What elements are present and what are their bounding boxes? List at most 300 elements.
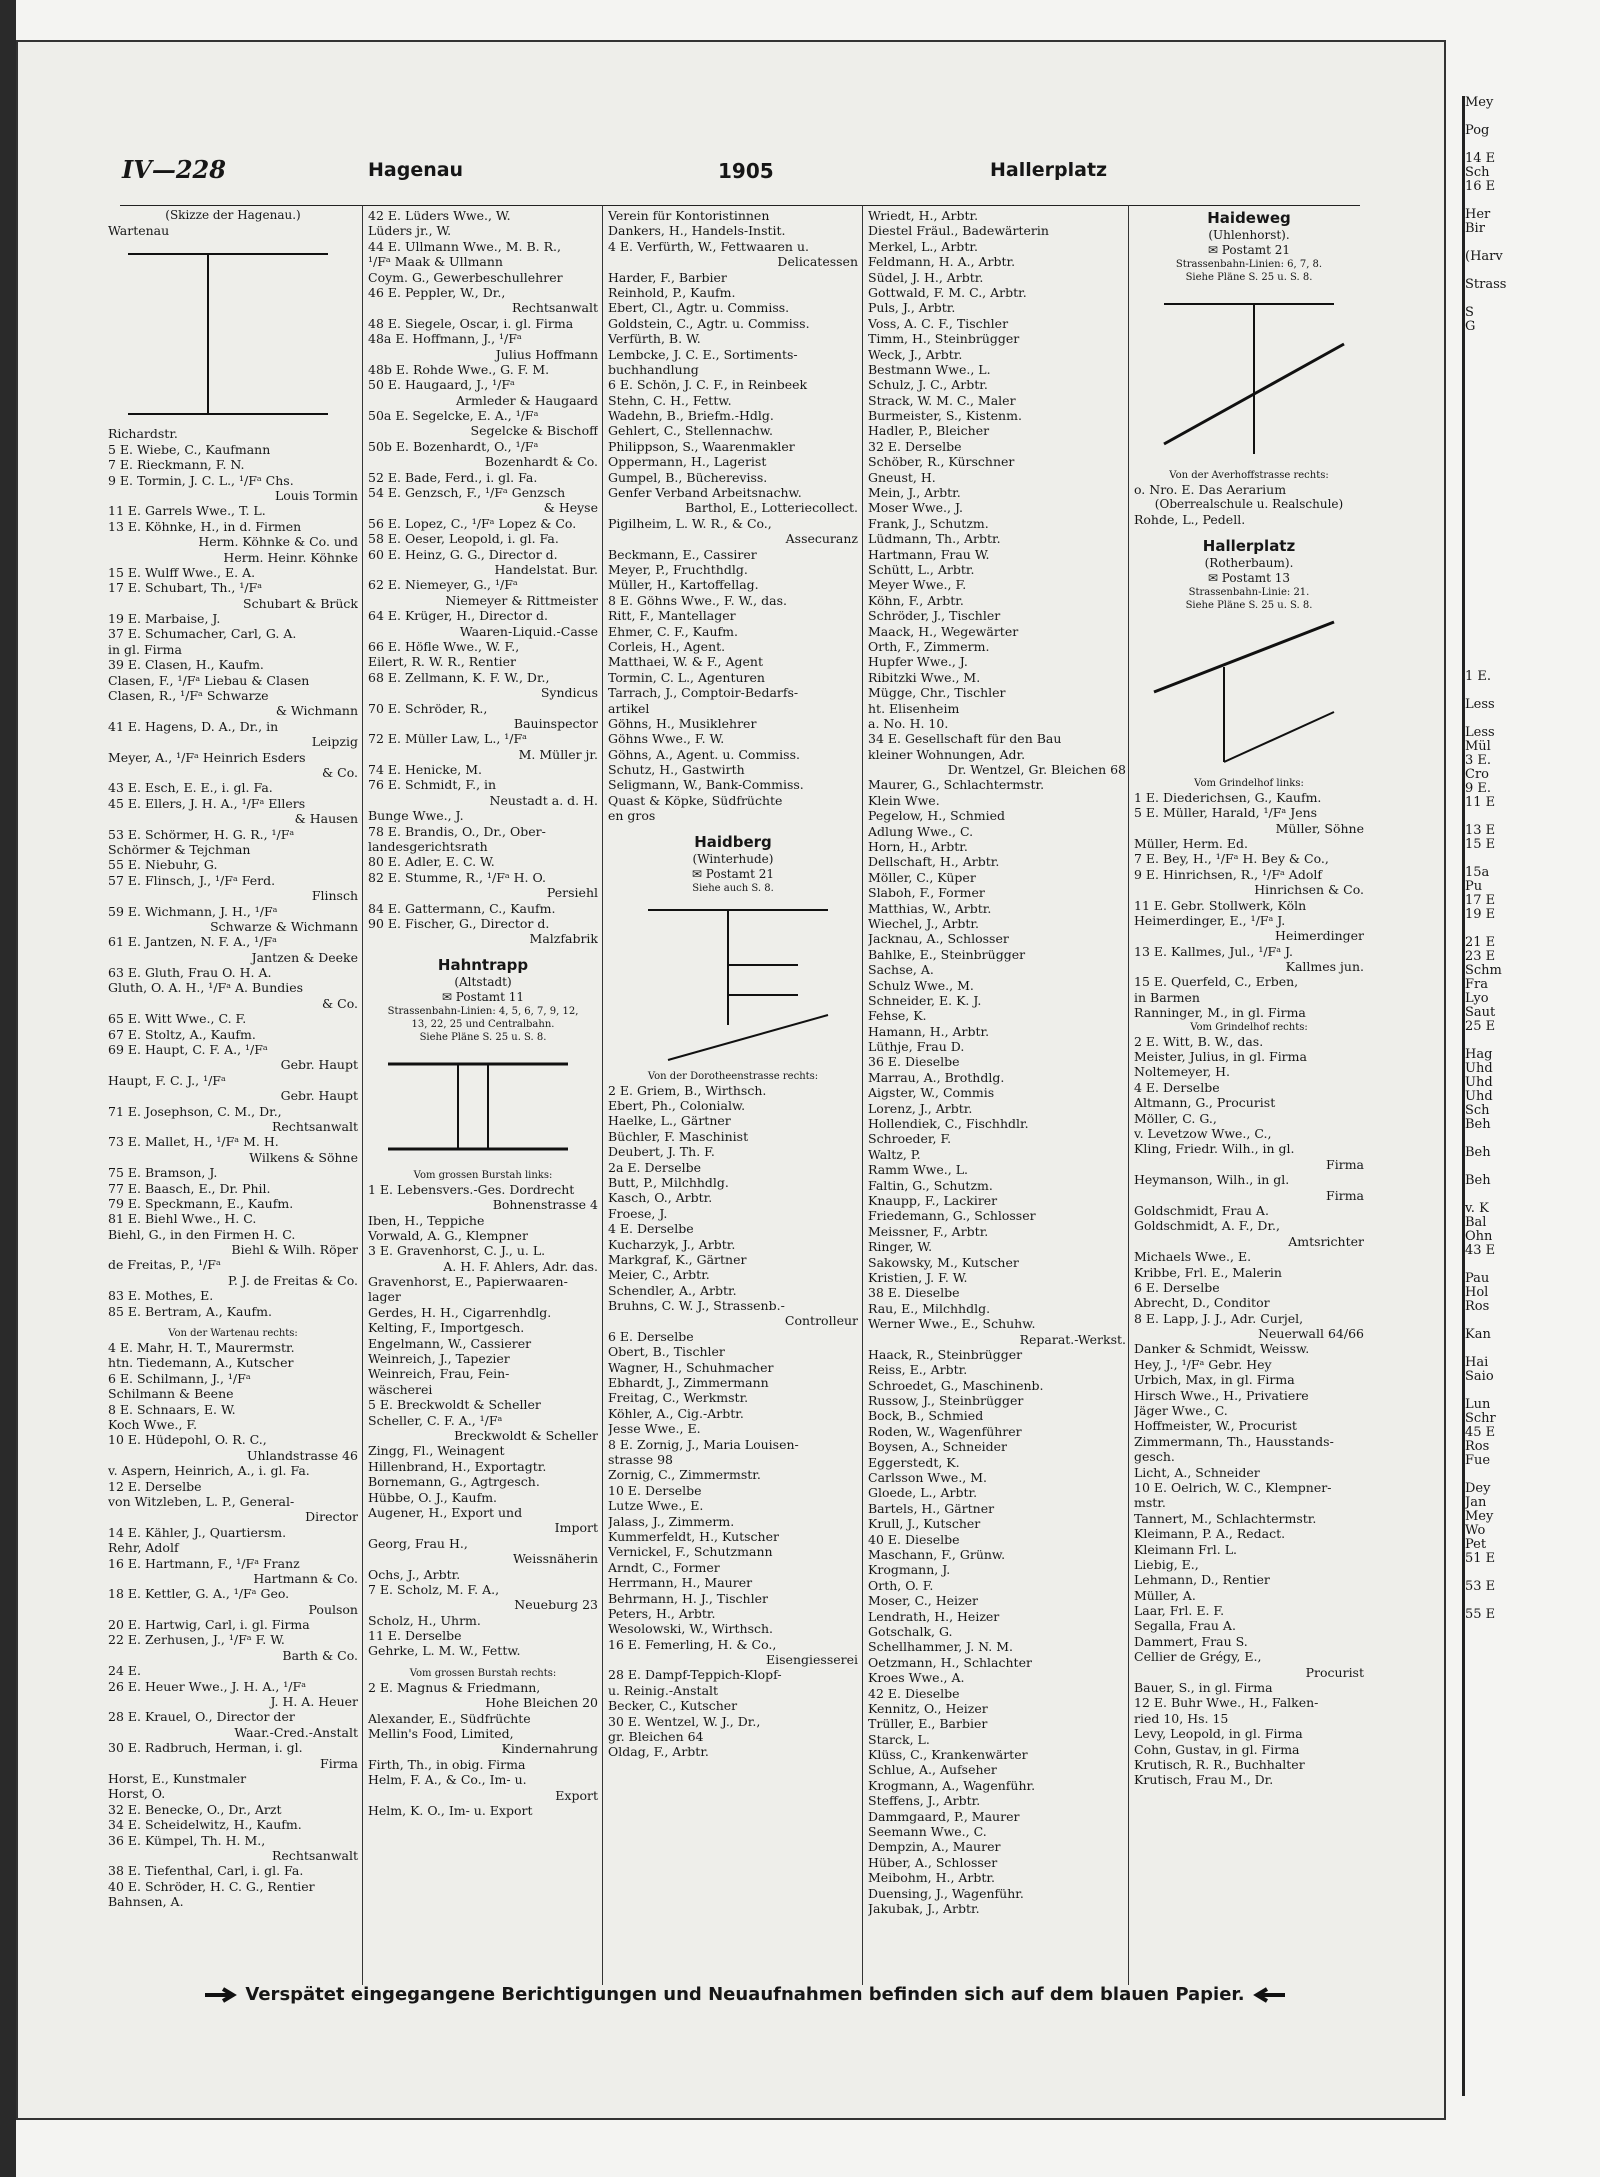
adjacent-page-fragment: Mey bbox=[1465, 96, 1494, 110]
directory-entry: Wadehn, B., Briefm.-Hdlg. bbox=[608, 408, 774, 424]
directory-entry: & Wichmann bbox=[275, 703, 358, 719]
directory-entry: Timm, H., Steinbrügger bbox=[868, 331, 1020, 347]
directory-entry: Schörmer & Tejchman bbox=[108, 841, 251, 857]
directory-entry: 61 E. Jantzen, N. F. A., ¹/Fᵃ bbox=[108, 934, 277, 950]
directory-entry: Müller, A. bbox=[1134, 1587, 1196, 1603]
adjacent-page-fragment: 17 E bbox=[1465, 893, 1496, 908]
column-5 bbox=[1134, 208, 1364, 1788]
directory-entry: Licht, A., Schneider bbox=[1134, 1464, 1260, 1480]
spacer bbox=[608, 824, 858, 832]
note-line: Vom Grindelhof links: bbox=[1194, 777, 1304, 789]
adjacent-page-fragment bbox=[1465, 348, 1600, 362]
adjacent-page-fragment: 45 E bbox=[1465, 1425, 1496, 1440]
adjacent-page-fragment: (Harv bbox=[1465, 249, 1503, 264]
directory-entry: 2 E. Griem, B., Wirthsch. bbox=[608, 1082, 767, 1098]
directory-entry: Flinsch bbox=[311, 888, 358, 904]
directory-entry: Schilmann & Beene bbox=[108, 1386, 234, 1402]
adjacent-page-fragment bbox=[1465, 1132, 1600, 1146]
directory-entry: Bauinspector bbox=[513, 715, 598, 731]
adjacent-page-fragment: Bir bbox=[1465, 221, 1485, 236]
directory-entry: 45 E. Ellers, J. H. A., ¹/Fᵃ Ellers bbox=[108, 795, 306, 811]
directory-entry: Müller, H., Kartoffellag. bbox=[608, 577, 759, 593]
directory-entry: Coym. G., Gewerbeschullehrer bbox=[368, 269, 563, 285]
directory-entry: Handelstat. Bur. bbox=[494, 561, 598, 577]
adjacent-page-fragment bbox=[1465, 334, 1600, 348]
directory-entry: Wesolowski, W., Wirthsch. bbox=[608, 1621, 774, 1637]
directory-entry: Kribbe, Frl. E., Malerin bbox=[1134, 1264, 1282, 1280]
directory-entry: Obert, B., Tischler bbox=[608, 1344, 725, 1360]
directory-entry: Reiss, E., Arbtr. bbox=[868, 1362, 968, 1378]
directory-entry: 68 E. Zellmann, K. F. W., Dr., bbox=[368, 669, 550, 685]
directory-entry: Tannert, M., Schlachtermstr. bbox=[1134, 1510, 1317, 1526]
directory-entry: 62 E. Niemeyer, G., ¹/Fᵃ bbox=[368, 577, 518, 593]
note-line: Siehe Pläne S. 25 u. S. 8. bbox=[419, 1031, 547, 1043]
directory-entry: v. Levetzow Wwe., C., bbox=[1134, 1125, 1272, 1141]
directory-entry: Wagner, H., Schuhmacher bbox=[608, 1359, 774, 1375]
directory-entry: & Co. bbox=[322, 995, 358, 1011]
adjacent-page-fragment bbox=[1465, 1594, 1600, 1608]
directory-entry: Harder, F., Barbier bbox=[608, 269, 727, 285]
directory-entry: Quast & Köpke, Südfrüchte bbox=[608, 792, 783, 808]
directory-entry: 22 E. Zerhusen, J., ¹/Fᵃ F. W. bbox=[108, 1632, 285, 1648]
directory-entry: Schroedet, G., Maschinenb. bbox=[868, 1377, 1044, 1393]
directory-entry: Kelting, F., Importgesch. bbox=[368, 1320, 525, 1336]
spacer bbox=[1134, 528, 1364, 536]
directory-entry: Diestel Fräul., Badewärterin bbox=[868, 223, 1049, 239]
directory-entry: Eggerstedt, K. bbox=[868, 1454, 960, 1470]
street-sketch bbox=[1134, 284, 1364, 469]
directory-entry: 13 E. Köhnke, H., in d. Firmen bbox=[108, 518, 302, 534]
directory-entry: Clasen, R., ¹/Fᵃ Schwarze bbox=[108, 688, 269, 704]
directory-entry: gr. Bleichen 64 bbox=[608, 1729, 704, 1745]
adjacent-page-fragment: Hag bbox=[1465, 1047, 1493, 1062]
directory-entry: Schellhammer, J. N. M. bbox=[868, 1639, 1014, 1655]
directory-entry: htn. Tiedemann, A., Kutscher bbox=[108, 1355, 294, 1371]
spacer bbox=[368, 947, 598, 955]
directory-entry: Lorenz, J., Arbtr. bbox=[868, 1100, 973, 1116]
directory-entry: Oppermann, H., Lagerist bbox=[608, 454, 767, 470]
directory-entry: 10 E. Derselbe bbox=[608, 1482, 702, 1498]
directory-entry: Schwarze & Wichmann bbox=[210, 918, 358, 934]
directory-entry: Orth, F., Zimmerm. bbox=[868, 638, 990, 654]
directory-entry: 16 E. Femerling, H. & Co., bbox=[608, 1636, 777, 1652]
column-divider bbox=[1128, 205, 1129, 1985]
directory-entry: Neustadt a. d. H. bbox=[489, 792, 598, 808]
directory-entry: Bruhns, C. W. J., Strassenb.- bbox=[608, 1298, 785, 1314]
directory-entry: 6 E. Schön, J. C. F., in Reinbeek bbox=[608, 377, 808, 393]
directory-entry: 19 E. Marbaise, J. bbox=[108, 611, 221, 627]
directory-entry: Schütt, L., Arbtr. bbox=[868, 561, 975, 577]
adjacent-page-fragment: v. K bbox=[1465, 1201, 1489, 1216]
directory-entry: wäscherei bbox=[368, 1381, 433, 1397]
directory-entry: 82 E. Stumme, R., ¹/Fᵃ H. O. bbox=[368, 869, 546, 885]
note-line: Von der Dorotheenstrasse rechts: bbox=[647, 1070, 819, 1082]
directory-entry: Starck, L. bbox=[868, 1731, 930, 1747]
directory-entry: Pegelow, H., Schmied bbox=[868, 808, 1006, 824]
directory-entry: Deubert, J. Th. F. bbox=[608, 1144, 715, 1160]
directory-entry: Zimmermann, Th., Hausstands- bbox=[1134, 1433, 1334, 1449]
directory-entry: Horst, O. bbox=[108, 1786, 166, 1802]
directory-entry: 8 E. Göhns Wwe., F. W., das. bbox=[608, 592, 787, 608]
directory-entry: Verfürth, B. W. bbox=[608, 331, 701, 347]
directory-entry: 79 E. Speckmann, E., Kaufm. bbox=[108, 1195, 294, 1211]
directory-entry: Ringer, W. bbox=[868, 1239, 933, 1255]
directory-entry: 78 E. Brandis, O., Dr., Ober- bbox=[368, 823, 546, 839]
directory-entry: Bock, B., Schmied bbox=[868, 1408, 984, 1424]
directory-entry: 66 E. Höfle Wwe., W. F., bbox=[368, 638, 520, 654]
adjacent-page-fragment: Kan bbox=[1465, 1327, 1491, 1342]
note-line: Strassenbahn-Linien: 4, 5, 6, 7, 9, 12, bbox=[387, 1005, 579, 1017]
directory-entry: Puls, J., Arbtr. bbox=[868, 300, 956, 316]
directory-entry: 15 E. Querfeld, C., Erben, bbox=[1134, 974, 1299, 990]
adjacent-page-fragment bbox=[1465, 684, 1600, 698]
directory-entry: Bunge Wwe., J. bbox=[368, 808, 464, 824]
directory-entry: lager bbox=[368, 1289, 401, 1305]
adjacent-page-fragment: Mey bbox=[1465, 1509, 1494, 1524]
directory-entry: 72 E. Müller Law, L., ¹/Fᵃ bbox=[368, 731, 527, 747]
directory-entry: Noltemeyer, H. bbox=[1134, 1064, 1231, 1080]
street-heading: Haideweg bbox=[1207, 209, 1291, 227]
street-subheading: (Winterhude) bbox=[692, 851, 774, 866]
directory-entry: Hartmann & Co. bbox=[253, 1570, 358, 1586]
directory-entry: 10 E. Hüdepohl, O. R. C., bbox=[108, 1432, 267, 1448]
directory-entry: Butt, P., Milchhdlg. bbox=[608, 1174, 729, 1190]
adjacent-page-fragment bbox=[1465, 530, 1600, 544]
directory-entry: Helm, K. O., Im- u. Export bbox=[368, 1802, 533, 1818]
directory-entry: 9 E. Hinrichsen, R., ¹/Fᵃ Adolf bbox=[1134, 866, 1322, 882]
street-subheading: ✉ Postamt 11 bbox=[441, 989, 525, 1004]
pointing-hand-icon bbox=[1251, 1986, 1287, 2004]
directory-entry: Klein Wwe. bbox=[868, 792, 940, 808]
directory-entry: 30 E. Wentzel, W. J., Dr., bbox=[608, 1713, 761, 1729]
directory-entry: Gotschalk, G. bbox=[868, 1623, 953, 1639]
adjacent-page-fragment bbox=[1465, 712, 1600, 726]
directory-entry: 40 E. Dieselbe bbox=[868, 1531, 960, 1547]
adjacent-page-fragment: Lun bbox=[1465, 1397, 1491, 1412]
adjacent-page-fragment: Ohn bbox=[1465, 1229, 1493, 1244]
adjacent-page-fragment bbox=[1465, 404, 1600, 418]
directory-entry: 38 E. Dieselbe bbox=[868, 1285, 960, 1301]
adjacent-page-fragment: Less bbox=[1465, 697, 1495, 712]
adjacent-page-fragment bbox=[1465, 488, 1600, 502]
directory-entry: Hirsch Wwe., H., Privatiere bbox=[1134, 1387, 1309, 1403]
directory-entry: ¹/Fᵃ Maak & Ullmann bbox=[368, 254, 503, 270]
directory-entry: Krull, J., Kutscher bbox=[868, 1516, 981, 1532]
adjacent-page-fragment: 1 E. bbox=[1465, 669, 1492, 684]
directory-entry: Hartmann, Frau W. bbox=[868, 546, 990, 562]
directory-entry: Marrau, A., Brothdlg. bbox=[868, 1069, 1005, 1085]
directory-entry: Ramm Wwe., L. bbox=[868, 1162, 968, 1178]
directory-entry: Bahlke, E., Steinbrügger bbox=[868, 946, 1026, 962]
directory-entry: Kallmes jun. bbox=[1285, 959, 1364, 975]
directory-entry: Zornig, C., Zimmermstr. bbox=[608, 1467, 761, 1483]
directory-entry: Kleimann, P. A., Redact. bbox=[1134, 1526, 1286, 1542]
directory-entry: Export bbox=[555, 1787, 598, 1803]
adjacent-page-fragment: 53 E bbox=[1465, 1579, 1496, 1594]
directory-entry: Clasen, F., ¹/Fᵃ Liebau & Clasen bbox=[108, 672, 310, 688]
adjacent-page-strip bbox=[1462, 96, 1600, 2096]
directory-entry: 8 E. Zornig, J., Maria Louisen- bbox=[608, 1436, 799, 1452]
directory-entry: Burmeister, S., Kistenm. bbox=[868, 408, 1022, 424]
directory-entry: Lendrath, H., Heizer bbox=[868, 1608, 1000, 1624]
street-name: Hagenau bbox=[368, 159, 464, 181]
directory-entry: Mügge, Chr., Tischler bbox=[868, 685, 1006, 701]
directory-entry: Lutze Wwe., E. bbox=[608, 1498, 704, 1514]
adjacent-page-fragment bbox=[1465, 1314, 1600, 1328]
directory-entry: Amtsrichter bbox=[1288, 1233, 1364, 1249]
directory-entry: Dr. Wentzel, Gr. Bleichen 68 bbox=[947, 762, 1126, 778]
directory-entry: Krutisch, Frau M., Dr. bbox=[1134, 1772, 1274, 1788]
directory-entry: 32 E. Derselbe bbox=[868, 438, 962, 454]
directory-entry: Meyer, P., Fruchthdlg. bbox=[608, 561, 748, 577]
directory-entry: 42 E. Dieselbe bbox=[868, 1685, 960, 1701]
adjacent-page-fragment bbox=[1465, 418, 1600, 432]
directory-entry: Dammgaard, P., Maurer bbox=[868, 1808, 1020, 1824]
adjacent-page-fragment bbox=[1465, 460, 1600, 474]
directory-entry: Corleis, H., Agent. bbox=[608, 638, 726, 654]
directory-entry: in Barmen bbox=[1134, 989, 1200, 1005]
directory-entry: Schroeder, F. bbox=[868, 1131, 952, 1147]
directory-entry: Schulz, J. C., Arbtr. bbox=[868, 377, 988, 393]
directory-entry: Koch Wwe., F. bbox=[108, 1417, 198, 1432]
directory-entry: 28 E. Krauel, O., Director der bbox=[108, 1709, 295, 1725]
note-line: Von der Wartenau rechts: bbox=[168, 1328, 298, 1340]
directory-entry: & Co. bbox=[322, 764, 358, 780]
directory-entry: 24 E. bbox=[108, 1663, 141, 1679]
directory-entry: Kucharzyk, J., Arbtr. bbox=[608, 1236, 736, 1252]
directory-entry: Meissner, F., Arbtr. bbox=[868, 1223, 989, 1239]
adjacent-page-fragment: Strass bbox=[1465, 277, 1507, 292]
column-3 bbox=[608, 208, 858, 1760]
adjacent-page-fragment: 14 E bbox=[1465, 151, 1496, 166]
street-subheading: (Skizze der Hagenau.) bbox=[165, 208, 301, 222]
directory-entry: Dankers, H., Handels-Instit. bbox=[608, 223, 786, 239]
directory-entry: A. H. F. Ahlers, Adr. das. bbox=[443, 1258, 598, 1274]
directory-entry: Bahnsen, A. bbox=[108, 1894, 184, 1910]
directory-entry: Hüber, A., Schlosser bbox=[868, 1854, 998, 1870]
directory-entry: Heymanson, Wilh., in gl. bbox=[1134, 1172, 1290, 1188]
directory-entry: Sakowsky, M., Kutscher bbox=[868, 1254, 1019, 1270]
adjacent-page-fragment: Pau bbox=[1465, 1271, 1490, 1286]
directory-entry: Engelmann, W., Cassierer bbox=[368, 1335, 532, 1351]
directory-entry: 9 E. Tormin, J. C. L., ¹/Fᵃ Chs. bbox=[108, 472, 294, 488]
directory-entry: Stehn, C. H., Fettw. bbox=[608, 392, 732, 408]
directory-entry: Reparat.-Werkst. bbox=[1019, 1331, 1126, 1347]
directory-entry: Augener, H., Export und bbox=[368, 1504, 523, 1520]
directory-entry: Gebr. Haupt bbox=[280, 1088, 358, 1104]
directory-entry: Lembcke, J. C. E., Sortiments- bbox=[608, 346, 798, 362]
directory-entry: 4 E. Verfürth, W., Fettwaaren u. bbox=[608, 238, 809, 254]
directory-entry: Ribitzki Wwe., M. bbox=[868, 669, 981, 685]
directory-entry: 90 E. Fischer, G., Director d. bbox=[368, 915, 550, 931]
adjacent-page-fragment: Pet bbox=[1465, 1537, 1487, 1552]
street-subheading: (Altstadt) bbox=[454, 974, 512, 989]
directory-entry: Haelke, L., Gärtner bbox=[608, 1113, 731, 1129]
directory-entry: Orth, O. F. bbox=[868, 1577, 934, 1593]
directory-entry: 7 E. Scholz, M. F. A., bbox=[368, 1581, 500, 1597]
adjacent-page-fragment: Beh bbox=[1465, 1173, 1491, 1188]
adjacent-page-fragment bbox=[1465, 586, 1600, 600]
directory-entry: Rechtsanwalt bbox=[272, 1118, 358, 1134]
directory-entry: Hinrichsen & Co. bbox=[1254, 882, 1364, 898]
street-sketch bbox=[1134, 612, 1364, 777]
directory-entry: Kasch, O., Arbtr. bbox=[608, 1190, 713, 1206]
directory-entry: strasse 98 bbox=[608, 1452, 673, 1467]
directory-entry: Maurer, G., Schlachtermstr. bbox=[868, 777, 1045, 793]
column-4 bbox=[868, 208, 1126, 1916]
directory-entry: Ebert, Ph., Colonialw. bbox=[608, 1098, 746, 1114]
directory-entry: Barth & Co. bbox=[282, 1647, 358, 1663]
adjacent-page-fragment bbox=[1465, 614, 1600, 628]
directory-entry: 4 E. Derselbe bbox=[608, 1221, 694, 1237]
street-subheading: ✉ Postamt 21 bbox=[691, 866, 775, 881]
street-sketch bbox=[108, 246, 348, 421]
directory-entry: Horn, H., Arbtr. bbox=[868, 839, 968, 855]
adjacent-page-fragment: Less bbox=[1465, 725, 1495, 740]
directory-entry: Hillenbrand, H., Exportagtr. bbox=[368, 1458, 547, 1474]
header-rule bbox=[120, 205, 1360, 206]
adjacent-page-fragment: Her bbox=[1465, 207, 1491, 222]
directory-entry: Becker, C., Kutscher bbox=[608, 1698, 738, 1714]
directory-entry: Georg, Frau H., bbox=[368, 1535, 468, 1551]
adjacent-page-fragment bbox=[1465, 572, 1600, 586]
directory-entry: 13 E. Kallmes, Jul., ¹/Fᵃ J. bbox=[1134, 943, 1294, 959]
adjacent-page-fragment bbox=[1465, 642, 1600, 656]
directory-entry: landesgerichtsrath bbox=[368, 839, 488, 855]
directory-entry: Firma bbox=[320, 1755, 358, 1771]
directory-entry: Hey, J., ¹/Fᵃ Gebr. Hey bbox=[1134, 1356, 1272, 1372]
directory-entry: Waar.-Cred.-Anstalt bbox=[234, 1724, 358, 1740]
directory-entry: en gros bbox=[608, 808, 656, 824]
directory-entry: Krogmann, A., Wagenführ. bbox=[868, 1777, 1036, 1793]
adjacent-page-fragment: Saio bbox=[1465, 1369, 1494, 1384]
directory-entry: 11 E. Derselbe bbox=[368, 1628, 462, 1644]
directory-entry: 83 E. Mothes, E. bbox=[108, 1288, 214, 1304]
adjacent-page-fragment: 16 E bbox=[1465, 179, 1496, 194]
adjacent-page-fragment bbox=[1465, 390, 1600, 404]
adjacent-page-fragment bbox=[1465, 516, 1600, 530]
directory-entry: 50b E. Bozenhardt, O., ¹/Fᵃ bbox=[368, 438, 539, 454]
directory-entry: Fehse, K. bbox=[868, 1008, 927, 1024]
directory-entry: Syndicus bbox=[540, 685, 598, 701]
directory-entry: Wiechel, J., Arbtr. bbox=[868, 915, 979, 931]
directory-entry: Moser Wwe., J. bbox=[868, 500, 963, 516]
directory-entry: Louis Tormin bbox=[274, 487, 358, 503]
place-name: Hallerplatz bbox=[990, 159, 1108, 181]
directory-entry: 6 E. Schilmann, J., ¹/Fᵃ bbox=[108, 1370, 251, 1386]
directory-entry: Cohn, Gustav, in gl. Firma bbox=[1134, 1741, 1300, 1757]
adjacent-page-fragment: Ros bbox=[1465, 1299, 1490, 1314]
adjacent-page-fragment bbox=[1465, 600, 1600, 614]
directory-entry: Müller, Herm. Ed. bbox=[1134, 835, 1248, 851]
street-sketch bbox=[368, 1044, 588, 1164]
directory-entry: Bestmann Wwe., L. bbox=[868, 361, 991, 377]
directory-entry: Jäger Wwe., C. bbox=[1134, 1403, 1228, 1419]
adjacent-page-fragment bbox=[1465, 1342, 1600, 1356]
directory-entry: 63 E. Gluth, Frau O. H. A. bbox=[108, 965, 272, 981]
directory-entry: Lüdmann, Th., Arbtr. bbox=[868, 531, 1001, 547]
directory-entry: Bozenhardt & Co. bbox=[484, 454, 598, 470]
adjacent-page-fragment bbox=[1465, 376, 1600, 390]
street-sketch bbox=[368, 1044, 598, 1169]
directory-entry: Kroes Wwe., A. bbox=[868, 1670, 965, 1686]
directory-entry: Firth, Th., in obig. Firma bbox=[368, 1756, 526, 1772]
directory-entry: Frank, J., Schutzm. bbox=[868, 515, 989, 531]
adjacent-page-fragment bbox=[1465, 1034, 1600, 1048]
directory-entry: Uhlandstrasse 46 bbox=[246, 1447, 358, 1463]
adjacent-page-fragment: Hol bbox=[1465, 1285, 1489, 1300]
directory-entry: Ebhardt, J., Zimmermann bbox=[608, 1375, 769, 1391]
adjacent-page-fragment: Bal bbox=[1465, 1215, 1487, 1230]
directory-entry: Hadler, P., Bleicher bbox=[868, 423, 990, 439]
directory-entry: Klüss, C., Krankenwärter bbox=[868, 1747, 1028, 1763]
year: 1905 bbox=[718, 159, 774, 183]
street-sketch bbox=[108, 246, 358, 426]
directory-entry: Kling, Friedr. Wilh., in gl. bbox=[1134, 1141, 1295, 1157]
directory-entry: Hoffmeister, W., Procurist bbox=[1134, 1418, 1297, 1434]
adjacent-page-fragment: Cro bbox=[1465, 767, 1489, 782]
adjacent-page-fragment: Hai bbox=[1465, 1355, 1489, 1370]
directory-entry: Armleder & Haugaard bbox=[456, 392, 598, 408]
directory-entry: Goldstein, C., Agtr. u. Commiss. bbox=[608, 315, 810, 331]
directory-entry: & Heyse bbox=[543, 500, 598, 516]
directory-entry: Matthaei, W. & F., Agent bbox=[608, 654, 763, 670]
adjacent-page-fragment bbox=[1465, 1160, 1600, 1174]
directory-entry: 36 E. Kümpel, Th. H. M., bbox=[108, 1832, 266, 1848]
directory-entry: Poulson bbox=[308, 1601, 358, 1617]
note-line: Von der Averhoffstrasse rechts: bbox=[1169, 470, 1329, 481]
directory-entry: 57 E. Flinsch, J., ¹/Fᵃ Ferd. bbox=[108, 872, 276, 888]
directory-entry: Abrecht, D., Conditor bbox=[1134, 1295, 1270, 1311]
directory-entry: Lüthje, Frau D. bbox=[868, 1039, 965, 1055]
directory-entry: in gl. Firma bbox=[108, 641, 182, 657]
directory-entry: Meyer, A., ¹/Fᵃ Heinrich Esders bbox=[108, 749, 306, 765]
adjacent-page-fragment: S bbox=[1465, 305, 1474, 320]
directory-entry: Hamann, H., Arbtr. bbox=[868, 1023, 990, 1039]
directory-entry: Russow, J., Steinbrügger bbox=[868, 1393, 1024, 1409]
adjacent-page-fragment: 23 E bbox=[1465, 949, 1496, 964]
directory-entry: 40 E. Schröder, H. C. G., Rentier bbox=[108, 1878, 315, 1894]
directory-entry: Möller, C., Küper bbox=[868, 869, 976, 885]
directory-entry: Weinreich, Frau, Fein- bbox=[368, 1366, 510, 1382]
directory-entry: Laar, Frl. E. F. bbox=[1134, 1603, 1225, 1619]
directory-entry: 64 E. Krüger, H., Director d. bbox=[368, 608, 548, 624]
directory-entry: 30 E. Radbruch, Herman, i. gl. bbox=[108, 1740, 303, 1756]
directory-entry: Dempzin, A., Maurer bbox=[868, 1839, 1001, 1855]
directory-entry: 50a E. Segelcke, E. A., ¹/Fᵃ bbox=[368, 408, 539, 424]
directory-entry: Werner Wwe., E., Schuhw. bbox=[868, 1316, 1036, 1332]
directory-entry: 75 E. Bramson, J. bbox=[108, 1165, 218, 1181]
directory-entry: Friedemann, G., Schlosser bbox=[868, 1208, 1036, 1224]
directory-entry: gesch. bbox=[1134, 1449, 1175, 1465]
directory-entry: M. Müller jr. bbox=[518, 746, 598, 762]
directory-entry: Mellin's Food, Limited, bbox=[368, 1726, 514, 1742]
directory-entry: Michaels Wwe., E. bbox=[1134, 1249, 1252, 1265]
directory-entry: Meyer Wwe., F. bbox=[868, 577, 967, 593]
directory-entry: Müller, Söhne bbox=[1275, 820, 1364, 836]
directory-entry: Julius Hoffmann bbox=[495, 346, 598, 362]
directory-entry: Procurist bbox=[1305, 1664, 1364, 1680]
directory-entry: 71 E. Josephson, C. M., Dr., bbox=[108, 1103, 282, 1119]
adjacent-page-fragment: 43 E bbox=[1465, 1243, 1496, 1258]
directory-entry: Jalass, J., Zimmerm. bbox=[608, 1513, 735, 1529]
directory-entry: Kleimann Frl. L. bbox=[1134, 1541, 1237, 1557]
directory-entry: 20 E. Hartwig, Carl, i. gl. Firma bbox=[108, 1617, 310, 1633]
directory-entry: 50 E. Haugaard, J., ¹/Fᵃ bbox=[368, 377, 515, 393]
directory-entry: Heimerdinger bbox=[1275, 928, 1364, 944]
directory-entry: Vorwald, A. G., Klempner bbox=[368, 1227, 528, 1243]
directory-entry: Kindernahrung bbox=[501, 1741, 598, 1757]
